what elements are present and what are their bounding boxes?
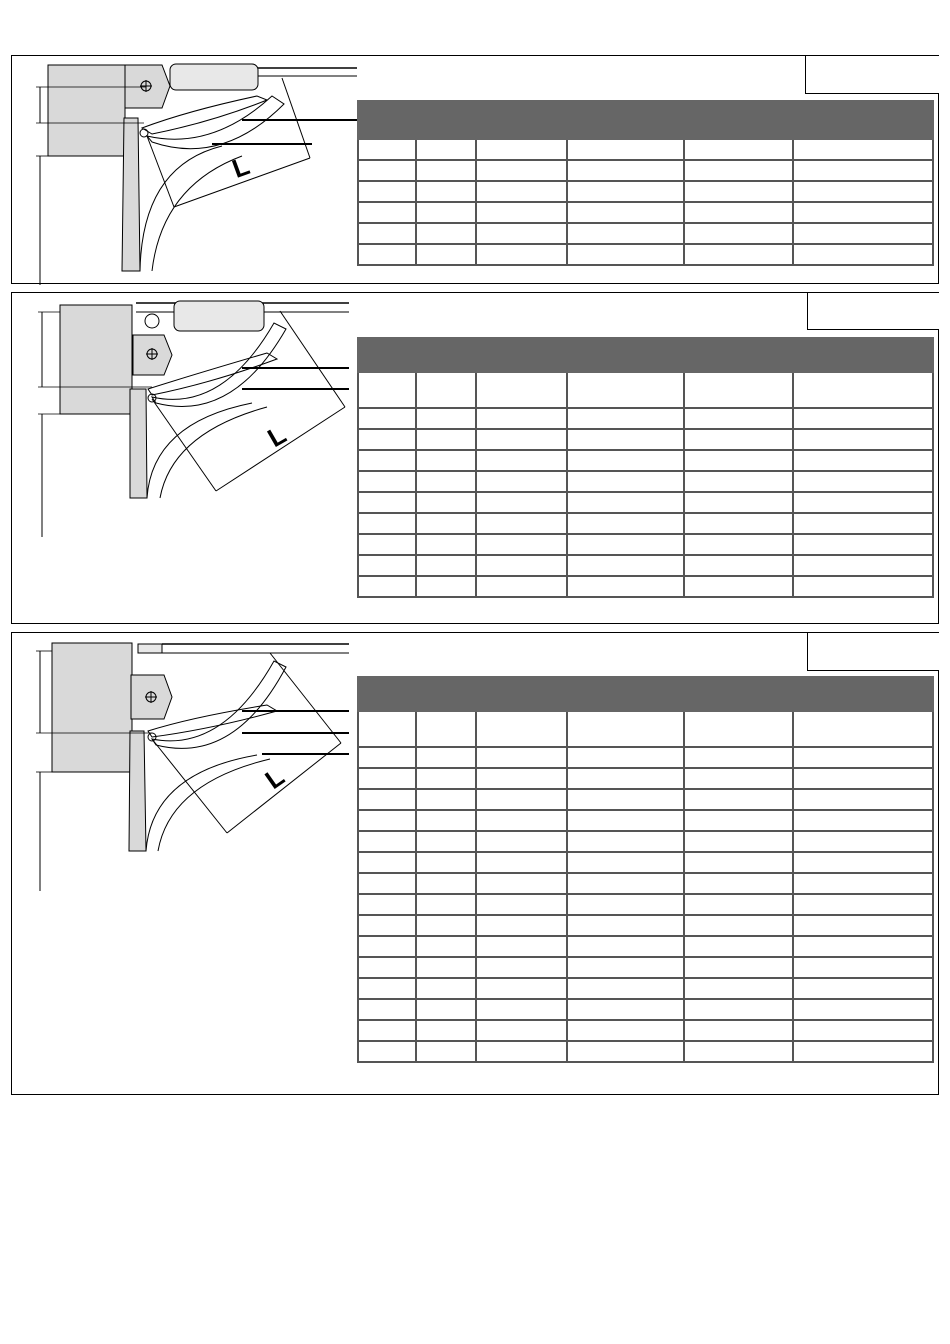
table-row bbox=[358, 576, 933, 597]
table-row bbox=[358, 492, 933, 513]
corner-label-box bbox=[807, 293, 939, 330]
table-row bbox=[358, 768, 933, 789]
table-row bbox=[358, 894, 933, 915]
spec-table-1 bbox=[357, 100, 934, 266]
table-row bbox=[358, 223, 933, 244]
table-row bbox=[358, 139, 933, 160]
corner-label-box bbox=[807, 633, 939, 671]
installation-panel-2 bbox=[11, 292, 939, 624]
door-arm-diagram-1 bbox=[12, 56, 357, 285]
table-row bbox=[358, 429, 933, 450]
table-row bbox=[358, 244, 933, 265]
table-row bbox=[358, 810, 933, 831]
table-row bbox=[358, 408, 933, 429]
table-header-row bbox=[358, 101, 933, 139]
table-row bbox=[358, 555, 933, 576]
door-arm-diagram-2 bbox=[12, 293, 357, 625]
table-row bbox=[358, 873, 933, 894]
table-row bbox=[358, 1041, 933, 1062]
table-subheader-row bbox=[358, 711, 933, 747]
table-row bbox=[358, 999, 933, 1020]
table-row bbox=[358, 915, 933, 936]
table-header-row bbox=[358, 677, 933, 711]
table-row bbox=[358, 513, 933, 534]
dimension-label-l: L bbox=[259, 761, 290, 795]
dimension-label-l: L bbox=[262, 419, 292, 454]
table-row bbox=[358, 1020, 933, 1041]
table-row bbox=[358, 747, 933, 768]
table-subheader-row bbox=[358, 372, 933, 408]
table-row bbox=[358, 936, 933, 957]
table-header-row bbox=[358, 338, 933, 372]
installation-panel-1 bbox=[11, 55, 939, 284]
table-row bbox=[358, 471, 933, 492]
door-arm-diagram-3 bbox=[12, 633, 357, 1096]
table-row bbox=[358, 831, 933, 852]
corner-label-box bbox=[805, 56, 939, 94]
table-row bbox=[358, 852, 933, 873]
table-row bbox=[358, 160, 933, 181]
motor-housing bbox=[52, 643, 132, 772]
table-row bbox=[358, 534, 933, 555]
dimension-label-l: L bbox=[228, 150, 254, 184]
installation-panel-3 bbox=[11, 632, 939, 1095]
spec-table-2 bbox=[357, 337, 934, 598]
table-row bbox=[358, 957, 933, 978]
table-row bbox=[358, 450, 933, 471]
spec-table-3 bbox=[357, 676, 934, 1063]
motor-housing bbox=[60, 305, 132, 414]
motor-housing bbox=[48, 65, 125, 156]
table-row bbox=[358, 181, 933, 202]
table-row bbox=[358, 789, 933, 810]
table-row bbox=[358, 978, 933, 999]
table-row bbox=[358, 202, 933, 223]
